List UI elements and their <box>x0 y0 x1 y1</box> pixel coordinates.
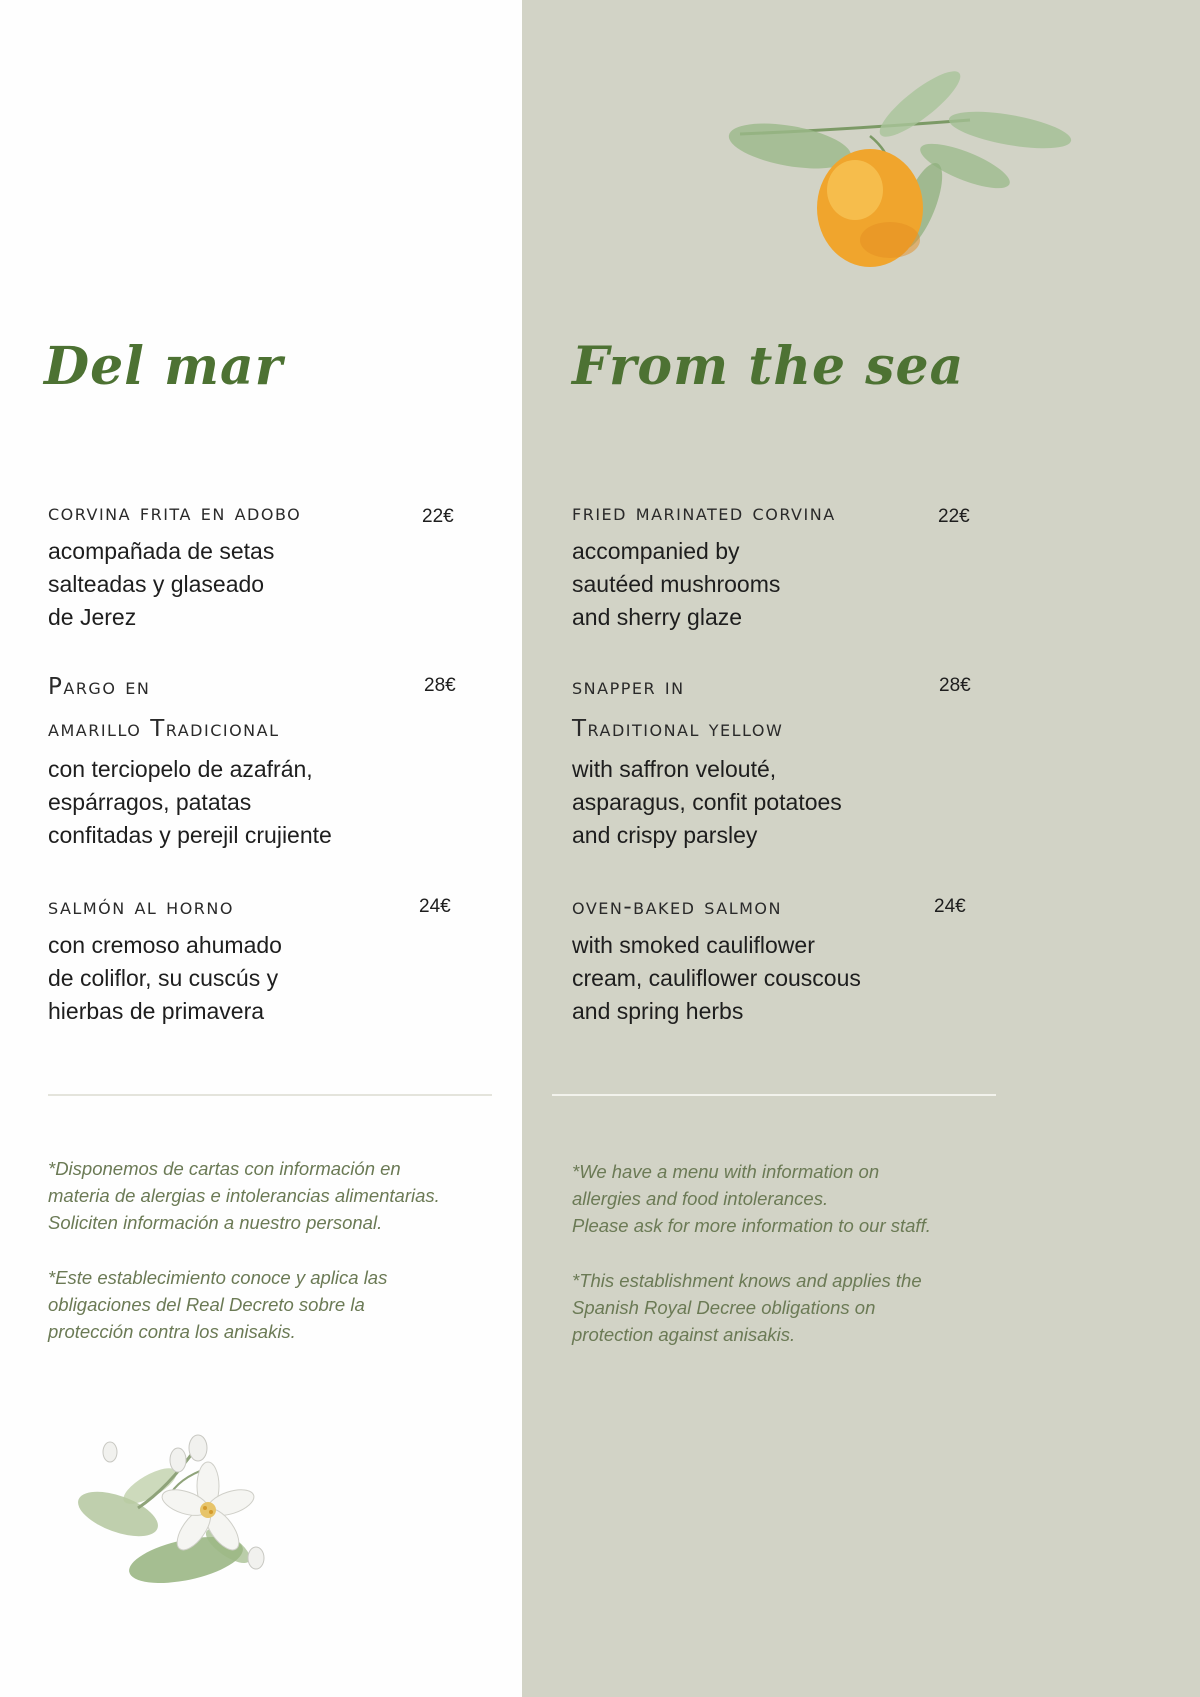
menu-item-name: fried marinated corvina <box>572 500 836 526</box>
menu-item-price: 22€ <box>938 506 970 527</box>
allergy-note: *Disponemos de cartas con información en materia de alergias e intolerancias alimentarias. Soliciten información a nuestro personal. <box>48 1158 440 1233</box>
orange-blossom-illustration <box>58 1428 278 1598</box>
menu-item-description: acompañada de setas salteadas y glaseado de Jerez <box>48 538 275 630</box>
anisakis-note: *This establishment knows and applies the Spanish Royal Decree obligations on protection against anisakis. <box>572 1270 922 1345</box>
menu-item-price: 28€ <box>424 675 456 696</box>
menu-item-price: 24€ <box>934 896 966 917</box>
menu-item-price: 28€ <box>939 675 971 696</box>
section-title-english: From the sea <box>572 336 965 397</box>
menu-item-description: accompanied by sautéed mushrooms and sherry glaze <box>572 538 781 630</box>
section-title-spanish: Del mar <box>44 336 284 397</box>
menu-item-name: oven-baked salmon <box>572 894 782 920</box>
menu-item-price: 22€ <box>422 506 454 527</box>
divider <box>552 1094 996 1096</box>
menu-item-description: with smoked cauliflower cream, cauliflower couscous and spring herbs <box>572 932 861 1024</box>
menu-item-price: 24€ <box>419 896 451 917</box>
menu-item-description: con terciopelo de azafrán, espárragos, patatas confitadas y perejil crujiente <box>48 756 332 848</box>
menu-item-name-line1: snapper in <box>572 674 685 700</box>
menu-item-name: salmón al horno <box>48 894 234 920</box>
menu-item-name-line2: Traditional yellow <box>572 716 784 742</box>
allergy-note: *We have a menu with information on allergies and food intolerances. Please ask for more information to our staff. <box>572 1161 931 1236</box>
menu-item-description: with saffron velouté, asparagus, confit potatoes and crispy parsley <box>572 756 842 848</box>
orange-fruit-illustration <box>720 70 1080 280</box>
menu-item-name-line1: Pargo en <box>48 674 151 700</box>
menu-item-name: corvina frita en adobo <box>48 500 302 526</box>
spanish-panel <box>0 0 522 1697</box>
anisakis-note: *Este establecimiento conoce y aplica las obligaciones del Real Decreto sobre la protección contra los anisakis. <box>48 1267 388 1342</box>
divider <box>48 1094 492 1096</box>
menu-item-description: con cremoso ahumado de coliflor, su cuscús y hierbas de primavera <box>48 932 282 1024</box>
menu-item-name-line2: amarillo Tradicional <box>48 716 280 742</box>
english-panel <box>522 0 1200 1697</box>
